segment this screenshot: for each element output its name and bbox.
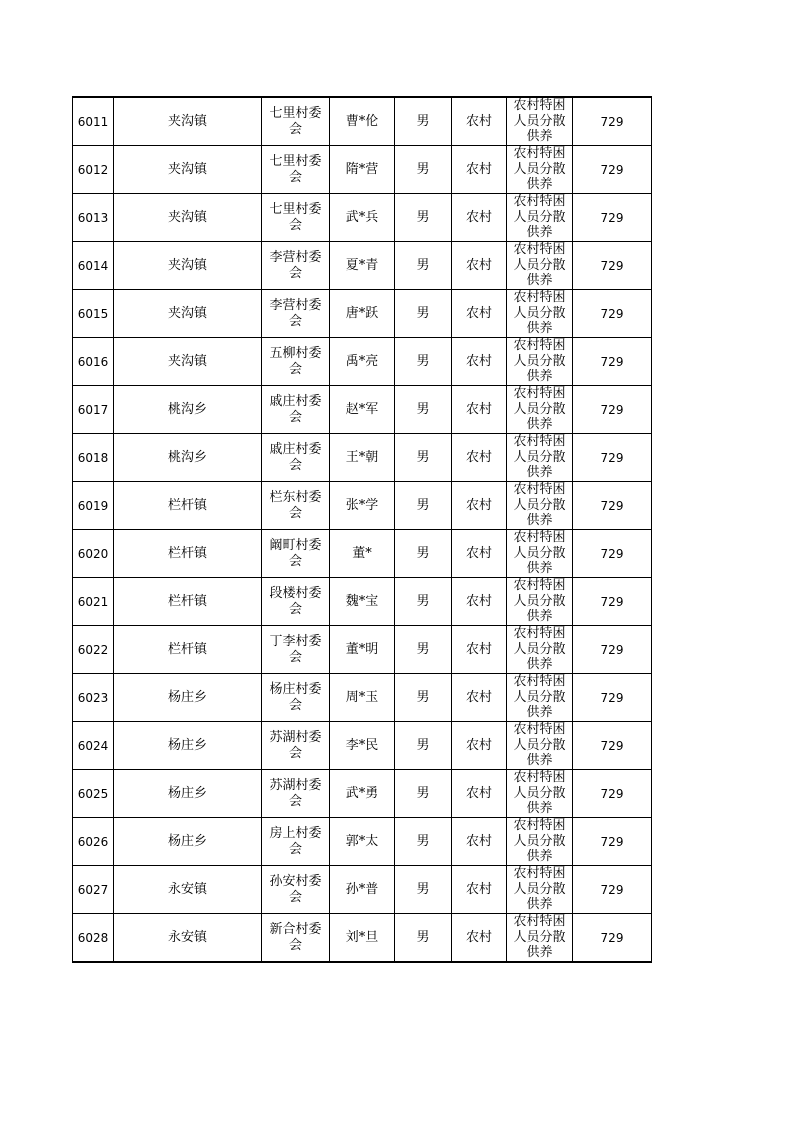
roster-body [73,97,652,962]
cell-name: 曹*伦 [330,97,395,146]
cell-village-text: 七里村委会 [269,105,322,137]
cell-amount: 729 [573,818,652,866]
cell-type [507,338,573,386]
cell-id: 6016 [73,338,114,386]
cell-id: 6024 [73,722,114,770]
cell-name: 周*玉 [330,674,395,722]
cell-village-text: 房上村委会 [269,825,322,857]
cell-area: 农村 [452,338,507,386]
cell-village-text: 戚庄村委会 [269,393,322,425]
cell-amount: 729 [573,722,652,770]
cell-gender: 男 [395,290,452,338]
cell-name: 孙*普 [330,866,395,914]
cell-id: 6018 [73,434,114,482]
cell-village [262,290,330,338]
table-row [73,338,652,386]
cell-amount: 729 [573,626,652,674]
cell-type [507,242,573,290]
cell-area: 农村 [452,866,507,914]
cell-type [507,434,573,482]
table-row [73,434,652,482]
cell-amount: 729 [573,482,652,530]
cell-village-text: 李营村委会 [269,297,322,329]
cell-town: 栏杆镇 [114,482,262,530]
cell-amount: 729 [573,242,652,290]
cell-name: 武*勇 [330,770,395,818]
cell-name: 武*兵 [330,194,395,242]
cell-village-text: 七里村委会 [269,201,322,233]
cell-town: 永安镇 [114,866,262,914]
cell-name: 刘*旦 [330,914,395,963]
cell-gender: 男 [395,770,452,818]
cell-town: 夹沟镇 [114,242,262,290]
cell-town: 夹沟镇 [114,290,262,338]
cell-amount: 729 [573,97,652,146]
cell-gender: 男 [395,914,452,963]
cell-gender: 男 [395,530,452,578]
cell-amount: 729 [573,290,652,338]
cell-id: 6013 [73,194,114,242]
cell-amount: 729 [573,914,652,963]
cell-village [262,434,330,482]
cell-town: 夹沟镇 [114,338,262,386]
table-row [73,530,652,578]
cell-gender: 男 [395,386,452,434]
cell-type-text: 农村特困人员分散供养 [513,674,566,720]
cell-gender: 男 [395,482,452,530]
cell-type [507,578,573,626]
cell-village-text: 戚庄村委会 [269,441,322,473]
roster-table [72,96,652,963]
cell-amount: 729 [573,146,652,194]
cell-village-text: 孙安村委会 [269,873,322,905]
cell-name: 郭*太 [330,818,395,866]
cell-type-text: 农村特困人员分散供养 [513,866,566,912]
table-row [73,290,652,338]
cell-gender: 男 [395,434,452,482]
cell-village-text: 杨庄村委会 [269,681,322,713]
cell-type [507,866,573,914]
cell-town: 栏杆镇 [114,626,262,674]
cell-area: 农村 [452,194,507,242]
table-row [73,482,652,530]
cell-town: 夹沟镇 [114,146,262,194]
cell-type [507,818,573,866]
cell-type-text: 农村特困人员分散供养 [513,578,566,624]
table-row [73,578,652,626]
cell-village [262,722,330,770]
table-row [73,386,652,434]
cell-village [262,866,330,914]
cell-id: 6022 [73,626,114,674]
cell-area: 农村 [452,578,507,626]
cell-village-text: 栏东村委会 [269,489,322,521]
cell-amount: 729 [573,578,652,626]
cell-village [262,338,330,386]
cell-type-text: 农村特困人员分散供养 [513,242,566,288]
cell-village [262,818,330,866]
cell-type [507,914,573,963]
cell-amount: 729 [573,434,652,482]
cell-village [262,578,330,626]
cell-id: 6015 [73,290,114,338]
cell-village [262,146,330,194]
cell-type-text: 农村特困人员分散供养 [513,146,566,192]
cell-town: 夹沟镇 [114,194,262,242]
table-row [73,626,652,674]
table-row [73,866,652,914]
cell-type-text: 农村特困人员分散供养 [513,434,566,480]
cell-village [262,194,330,242]
cell-amount: 729 [573,530,652,578]
cell-area: 农村 [452,818,507,866]
cell-id: 6014 [73,242,114,290]
cell-gender: 男 [395,97,452,146]
cell-gender: 男 [395,146,452,194]
table-row [73,242,652,290]
cell-area: 农村 [452,482,507,530]
cell-village [262,386,330,434]
cell-gender: 男 [395,242,452,290]
cell-type-text: 农村特困人员分散供养 [513,482,566,528]
cell-area: 农村 [452,530,507,578]
table-row [73,914,652,963]
cell-type-text: 农村特困人员分散供养 [513,338,566,384]
cell-village [262,626,330,674]
cell-name: 董* [330,530,395,578]
cell-amount: 729 [573,194,652,242]
cell-area: 农村 [452,242,507,290]
cell-id: 6011 [73,97,114,146]
cell-area: 农村 [452,97,507,146]
table-row [73,146,652,194]
cell-village [262,914,330,963]
cell-amount: 729 [573,770,652,818]
cell-village-text: 丁李村委会 [269,633,322,665]
cell-town: 桃沟乡 [114,386,262,434]
cell-name: 董*明 [330,626,395,674]
cell-gender: 男 [395,866,452,914]
cell-type [507,97,573,146]
cell-village [262,770,330,818]
cell-name: 魏*宝 [330,578,395,626]
cell-id: 6028 [73,914,114,963]
cell-type [507,674,573,722]
table-row [73,818,652,866]
cell-id: 6017 [73,386,114,434]
cell-town: 杨庄乡 [114,770,262,818]
cell-type [507,146,573,194]
cell-name: 隋*营 [330,146,395,194]
cell-area: 农村 [452,434,507,482]
table-row [73,722,652,770]
cell-village-text: 五柳村委会 [269,345,322,377]
cell-name: 王*朝 [330,434,395,482]
cell-id: 6021 [73,578,114,626]
cell-gender: 男 [395,338,452,386]
cell-id: 6023 [73,674,114,722]
cell-area: 农村 [452,386,507,434]
cell-type [507,770,573,818]
cell-gender: 男 [395,818,452,866]
cell-type [507,290,573,338]
cell-type-text: 农村特困人员分散供养 [513,818,566,864]
cell-town: 桃沟乡 [114,434,262,482]
cell-town: 夹沟镇 [114,97,262,146]
cell-type-text: 农村特困人员分散供养 [513,722,566,768]
cell-type-text: 农村特困人员分散供养 [513,770,566,816]
cell-town: 杨庄乡 [114,722,262,770]
cell-village [262,97,330,146]
cell-gender: 男 [395,674,452,722]
cell-type [507,194,573,242]
cell-type-text: 农村特困人员分散供养 [513,626,566,672]
cell-village [262,242,330,290]
cell-town: 栏杆镇 [114,578,262,626]
cell-name: 赵*军 [330,386,395,434]
cell-type-text: 农村特困人员分散供养 [513,194,566,240]
cell-town: 杨庄乡 [114,818,262,866]
cell-gender: 男 [395,722,452,770]
cell-id: 6020 [73,530,114,578]
cell-village [262,674,330,722]
cell-name: 唐*跃 [330,290,395,338]
cell-area: 农村 [452,146,507,194]
cell-id: 6027 [73,866,114,914]
cell-town: 杨庄乡 [114,674,262,722]
cell-gender: 男 [395,194,452,242]
cell-id: 6026 [73,818,114,866]
table-row [73,770,652,818]
cell-type [507,386,573,434]
cell-amount: 729 [573,386,652,434]
cell-name: 李*民 [330,722,395,770]
cell-village [262,530,330,578]
cell-id: 6012 [73,146,114,194]
cell-village-text: 七里村委会 [269,153,322,185]
cell-name: 张*学 [330,482,395,530]
cell-village-text: 阚町村委会 [269,537,322,569]
cell-village-text: 段楼村委会 [269,585,322,617]
cell-gender: 男 [395,626,452,674]
cell-amount: 729 [573,866,652,914]
cell-name: 夏*青 [330,242,395,290]
cell-village-text: 李营村委会 [269,249,322,281]
cell-area: 农村 [452,722,507,770]
table-row [73,674,652,722]
cell-area: 农村 [452,290,507,338]
cell-type [507,530,573,578]
cell-type [507,482,573,530]
cell-type-text: 农村特困人员分散供养 [513,914,566,960]
cell-type [507,722,573,770]
cell-area: 农村 [452,626,507,674]
cell-id: 6019 [73,482,114,530]
cell-amount: 729 [573,338,652,386]
cell-name: 禹*亮 [330,338,395,386]
cell-village-text: 苏湖村委会 [269,729,322,761]
cell-village-text: 苏湖村委会 [269,777,322,809]
cell-town: 永安镇 [114,914,262,963]
cell-type-text: 农村特困人员分散供养 [513,98,566,144]
cell-area: 农村 [452,770,507,818]
table-row [73,194,652,242]
cell-village-text: 新合村委会 [269,921,322,953]
cell-town: 栏杆镇 [114,530,262,578]
cell-area: 农村 [452,914,507,963]
cell-type-text: 农村特困人员分散供养 [513,290,566,336]
cell-type-text: 农村特困人员分散供养 [513,386,566,432]
table-row [73,97,652,146]
cell-id: 6025 [73,770,114,818]
cell-type [507,626,573,674]
cell-village [262,482,330,530]
cell-gender: 男 [395,578,452,626]
cell-area: 农村 [452,674,507,722]
cell-type-text: 农村特困人员分散供养 [513,530,566,576]
cell-amount: 729 [573,674,652,722]
